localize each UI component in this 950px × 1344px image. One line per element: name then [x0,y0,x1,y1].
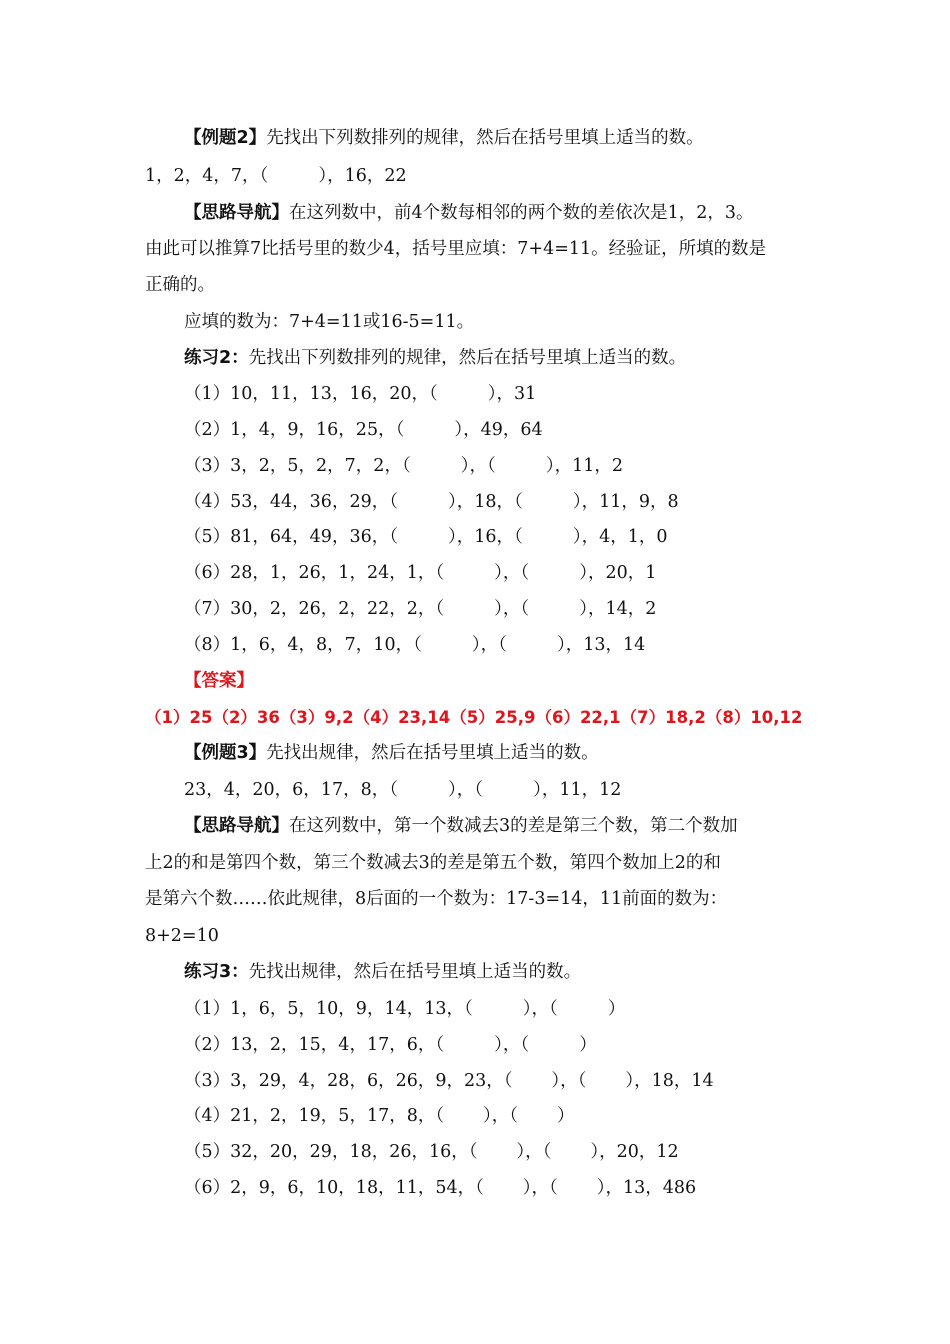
example3-sequence: 23，4，20，6，17，8，（ ），（ ），11，12 [184,780,622,800]
example3-hint [184,814,738,838]
example3-hint-line4: 8+2=10 [145,926,219,946]
practice2-answer-tag: 【答案】 [184,671,254,691]
practice2-item: （4）53，44，36，29，（ ），18，（ ），11，9，8 [184,492,679,512]
example2-hint [184,201,754,225]
practice2-tag: 练习2： [184,348,249,368]
practice3-prompt: 先找出规律，然后在括号里填上适当的数。 [248,962,582,982]
practice2-item: （8）1，6，4，8，7，10，（ ），（ ），13，14 [184,635,646,655]
example2-tag: 【例题2】 [184,128,267,148]
example3-tag: 【例题3】 [184,743,267,763]
practice3-item: （1）1，6，5，10，9，14，13，（ ），（ ） [184,999,626,1019]
practice2-item: （1）10，11，13，16，20，（ ），31 [184,384,537,404]
practice3-item: （2）13，2，15，4，17，6，（ ），（ ） [184,1035,597,1055]
example2-sequence: 1，2，4，7，（ ），16，22 [145,166,407,186]
example3-hint-line2: 上2的和是第四个数，第三个数减去3的差是第五个数，第四个数加上2的和 [145,853,721,873]
practice2-item: （2）1，4，9，16，25，（ ），49，64 [184,420,543,440]
example3-heading [184,741,599,765]
example2-hint-line1: 在这列数中，前4个数每相邻的两个数的差依次是1，2，3。 [289,203,754,223]
practice2-answers: （1）25（2）36（3）9,2（4）23,14（5）25,9（6）22,1（7）18,2（8）10,12 [145,708,803,727]
practice3-item: （3）3，29，4，28，6，26，9，23，（ ），（ ），18，14 [184,1071,714,1091]
example3-hint-tag: 【思路导航】 [184,816,289,836]
practice3-tag: 练习3： [184,962,249,982]
example3-hint-line3: 是第六个数……依此规律，8后面的一个数为：17-3=14，11前面的数为： [145,889,728,909]
example2-hint-line3: 正确的。 [145,275,215,295]
example2-hint-tag: 【思路导航】 [184,203,289,223]
practice2-prompt: 先找出下列数排列的规律，然后在括号里填上适当的数。 [248,348,687,368]
example3-prompt: 先找出规律，然后在括号里填上适当的数。 [266,743,599,763]
example2-prompt: 先找出下列数排列的规律，然后在括号里填上适当的数。 [266,128,704,148]
practice2-item: （7）30，2，26，2，22，2，（ ），（ ），14，2 [184,599,657,619]
practice2-item: （6）28，1，26，1，24，1，（ ），（ ），20，1 [184,563,657,583]
practice2-item: （5）81，64，49，36，（ ），16，（ ），4，1，0 [184,527,668,547]
practice3-item: （4）21，2，19，5，17，8，（ ），（ ） [184,1106,575,1126]
practice2-heading [184,346,686,370]
practice3-item: （6）2，9，6，10，18，11，54，（ ），（ ），13，486 [184,1178,697,1198]
practice2-item: （3）3，2，5，2，7，2，（ ），（ ），11，2 [184,456,623,476]
practice3-heading [184,960,581,984]
example3-hint-line1: 在这列数中，第一个数减去3的差是第三个数，第二个数加 [289,816,738,836]
example2-hint-line2: 由此可以推算7比括号里的数少4，括号里应填：7+4=11。经验证，所填的数是 [145,239,767,259]
example2-answer-line: 应填的数为：7+4=11或16-5=11。 [184,312,475,332]
example2-heading [184,126,704,150]
practice3-item: （5）32，20，29，18，26，16，（ ），（ ），20，12 [184,1142,679,1162]
